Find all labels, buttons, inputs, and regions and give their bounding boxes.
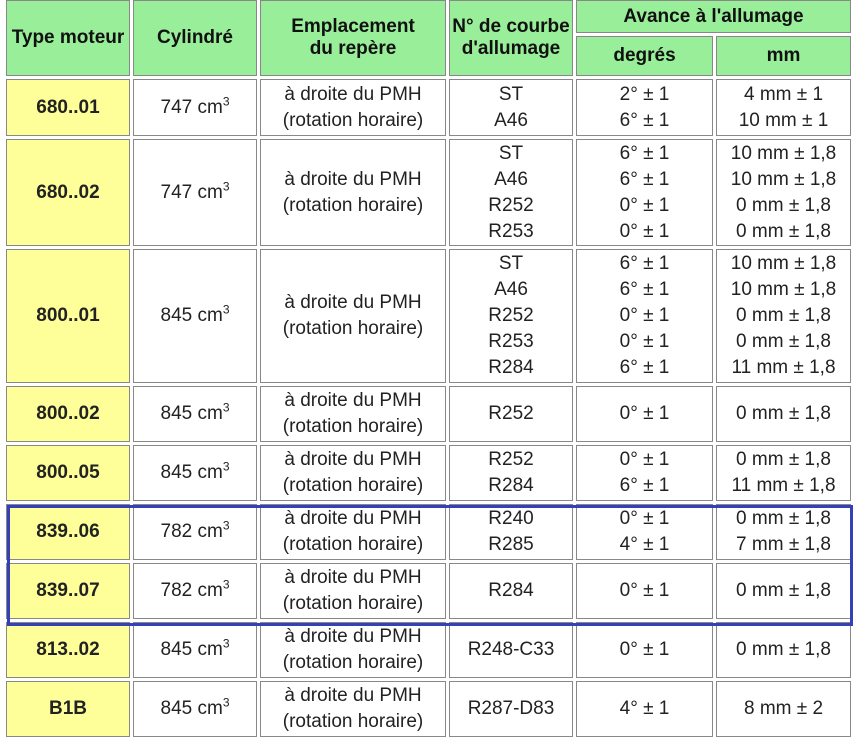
degree-value: 0° ± 1: [619, 449, 670, 470]
curve-number: R253: [488, 331, 534, 352]
degree-value: 6° ± 1: [619, 109, 670, 131]
displacement: [133, 445, 257, 501]
advance-mm: [716, 681, 851, 737]
displacement-exponent: 3: [222, 400, 230, 415]
table-row: [6, 563, 851, 619]
table-row: [6, 139, 851, 246]
mark-location-line: à droite du PMH: [284, 168, 422, 190]
displacement-value: 845 cm: [160, 462, 223, 483]
displacement: [133, 139, 257, 246]
mm-value: 0 mm ± 1,8: [736, 331, 831, 352]
mark-location-line: à droite du PMH: [284, 449, 422, 470]
curve-number: R284: [488, 580, 534, 601]
displacement: [133, 249, 257, 383]
table-row: [6, 79, 851, 136]
advance-mm: [716, 563, 851, 619]
mark-location-line: à droite du PMH: [284, 685, 422, 706]
curve-number: R240: [488, 508, 534, 529]
mark-location-line: à droite du PMH: [284, 508, 422, 529]
advance-mm: [716, 445, 851, 501]
mm-value: 0 mm ± 1,8: [736, 580, 831, 601]
engine-type: 839..06: [6, 504, 130, 560]
mark-location-line: (rotation horaire): [282, 475, 424, 496]
mark-location: [260, 139, 446, 246]
mm-value: 10 mm ± 1: [738, 109, 829, 131]
mark-location-line: (rotation horaire): [282, 194, 424, 216]
mark-location-line: à droite du PMH: [284, 83, 422, 105]
displacement-exponent: 3: [222, 94, 230, 109]
curve-numbers: [449, 139, 573, 246]
curve-number: A46: [494, 279, 528, 300]
mm-value: 11 mm ± 1,8: [731, 357, 836, 378]
degree-value: 0° ± 1: [619, 639, 670, 660]
curve-number: R248-C33: [467, 639, 555, 660]
mm-value: 0 mm ± 1,8: [736, 639, 831, 660]
curve-number: R252: [488, 403, 534, 424]
table-row: [6, 622, 851, 678]
displacement: [133, 386, 257, 442]
advance-degrees: [576, 139, 713, 246]
curve-numbers: [449, 79, 573, 136]
mark-location: [260, 622, 446, 678]
advance-degrees: [576, 563, 713, 619]
header-courbe: N° de courbe d'allumage: [449, 0, 573, 76]
engine-type: 800..01: [6, 249, 130, 383]
displacement-exponent: 3: [222, 459, 230, 474]
mark-location-line: à droite du PMH: [284, 567, 422, 588]
curve-number: R252: [488, 305, 534, 326]
displacement-value: 845 cm: [160, 403, 223, 424]
mm-value: 10 mm ± 1,8: [730, 279, 837, 300]
advance-mm: [716, 79, 851, 136]
curve-numbers: [449, 563, 573, 619]
mark-location: [260, 504, 446, 560]
mm-value: 10 mm ± 1,8: [730, 142, 837, 164]
curve-number: ST: [498, 142, 524, 164]
engine-type: B1B: [6, 681, 130, 737]
advance-mm: [716, 504, 851, 560]
curve-numbers: [449, 445, 573, 501]
displacement: [133, 681, 257, 737]
degree-value: 0° ± 1: [619, 194, 670, 216]
displacement-value: 747 cm: [160, 181, 223, 203]
curve-number: R284: [488, 475, 534, 496]
engine-type: 800..02: [6, 386, 130, 442]
mark-location-line: à droite du PMH: [284, 626, 422, 647]
curve-numbers: [449, 622, 573, 678]
displacement: [133, 622, 257, 678]
curve-numbers: [449, 681, 573, 737]
mark-location-line: (rotation horaire): [282, 593, 424, 614]
degree-value: 6° ± 1: [619, 357, 670, 378]
mm-value: 10 mm ± 1,8: [730, 168, 837, 190]
curve-number: R253: [488, 220, 534, 242]
displacement-exponent: 3: [222, 518, 230, 533]
mark-location-line: (rotation horaire): [282, 416, 424, 437]
degree-value: 4° ± 1: [619, 534, 670, 555]
advance-degrees: [576, 386, 713, 442]
header-degres: degrés: [576, 36, 713, 76]
advance-mm: [716, 249, 851, 383]
advance-degrees: [576, 445, 713, 501]
mm-value: 0 mm ± 1,8: [736, 449, 831, 470]
advance-mm: [716, 386, 851, 442]
curve-numbers: [449, 249, 573, 383]
degree-value: 6° ± 1: [619, 142, 670, 164]
mark-location: [260, 386, 446, 442]
advance-mm: [716, 622, 851, 678]
degree-value: 0° ± 1: [619, 220, 670, 242]
header-emplacement: Emplacement du repère: [260, 0, 446, 76]
header-mm: mm: [716, 36, 851, 76]
curve-number: ST: [498, 83, 524, 105]
degree-value: 0° ± 1: [619, 331, 670, 352]
mark-location: [260, 681, 446, 737]
engine-type: 813..02: [6, 622, 130, 678]
table-row: [6, 504, 851, 560]
displacement-value: 845 cm: [160, 305, 223, 326]
mark-location-line: à droite du PMH: [284, 390, 422, 411]
displacement-value: 782 cm: [160, 580, 223, 601]
curve-numbers: [449, 386, 573, 442]
mark-location-line: à droite du PMH: [284, 292, 422, 313]
curve-number: A46: [494, 109, 528, 131]
displacement-value: 782 cm: [160, 521, 223, 542]
degree-value: 2° ± 1: [619, 83, 670, 105]
mark-location: [260, 79, 446, 136]
mm-value: 8 mm ± 2: [743, 698, 824, 719]
table-row: [6, 249, 851, 383]
advance-degrees: [576, 504, 713, 560]
degree-value: 0° ± 1: [619, 580, 670, 601]
mark-location: [260, 445, 446, 501]
engine-type: 839..07: [6, 563, 130, 619]
displacement-value: 747 cm: [160, 96, 223, 118]
advance-mm: [716, 139, 851, 246]
mm-value: 10 mm ± 1,8: [730, 253, 837, 274]
displacement-value: 845 cm: [160, 698, 223, 719]
mm-value: 0 mm ± 1,8: [736, 403, 831, 424]
curve-number: R252: [488, 194, 534, 216]
mark-location-line: (rotation horaire): [282, 318, 424, 339]
header-cylindre: Cylindré: [133, 0, 257, 76]
curve-number: R285: [488, 534, 534, 555]
advance-degrees: [576, 79, 713, 136]
mark-location-line: (rotation horaire): [282, 711, 424, 732]
table-body: [6, 79, 851, 737]
degree-value: 4° ± 1: [619, 698, 670, 719]
mm-value: 0 mm ± 1,8: [736, 305, 831, 326]
curve-number: ST: [498, 253, 524, 274]
displacement: [133, 563, 257, 619]
degree-value: 6° ± 1: [619, 279, 670, 300]
degree-value: 6° ± 1: [619, 475, 670, 496]
displacement-exponent: 3: [222, 302, 230, 317]
mark-location: [260, 563, 446, 619]
engine-type: 680..01: [6, 79, 130, 136]
degree-value: 6° ± 1: [619, 168, 670, 190]
table-row: [6, 386, 851, 442]
header-avance: Avance à l'allumage: [576, 0, 851, 33]
displacement-exponent: 3: [222, 179, 230, 194]
displacement-exponent: 3: [222, 636, 230, 651]
mark-location-line: (rotation horaire): [282, 534, 424, 555]
displacement: [133, 79, 257, 136]
table-row: [6, 681, 851, 737]
ignition-table: [3, 0, 854, 740]
displacement-exponent: 3: [222, 577, 230, 592]
displacement: [133, 504, 257, 560]
engine-type: 800..05: [6, 445, 130, 501]
curve-number: A46: [494, 168, 528, 190]
displacement-value: 845 cm: [160, 639, 223, 660]
degree-value: 0° ± 1: [619, 403, 670, 424]
mm-value: 7 mm ± 1,8: [736, 534, 831, 555]
advance-degrees: [576, 681, 713, 737]
curve-number: R287-D83: [467, 698, 555, 719]
degree-value: 6° ± 1: [619, 253, 670, 274]
mark-location-line: (rotation horaire): [282, 109, 424, 131]
mm-value: 0 mm ± 1,8: [736, 194, 831, 216]
curve-numbers: [449, 504, 573, 560]
curve-number: R252: [488, 449, 534, 470]
degree-value: 0° ± 1: [619, 508, 670, 529]
advance-degrees: [576, 249, 713, 383]
advance-degrees: [576, 622, 713, 678]
mm-value: 4 mm ± 1: [743, 83, 824, 105]
displacement-exponent: 3: [222, 695, 230, 710]
mm-value: 0 mm ± 1,8: [736, 508, 831, 529]
table-row: [6, 445, 851, 501]
curve-number: R284: [488, 357, 534, 378]
mm-value: 11 mm ± 1,8: [731, 475, 836, 496]
engine-type: 680..02: [6, 139, 130, 246]
degree-value: 0° ± 1: [619, 305, 670, 326]
header-type-moteur: Type moteur: [6, 0, 130, 76]
mark-location-line: (rotation horaire): [282, 652, 424, 673]
mark-location: [260, 249, 446, 383]
mm-value: 0 mm ± 1,8: [736, 220, 831, 242]
